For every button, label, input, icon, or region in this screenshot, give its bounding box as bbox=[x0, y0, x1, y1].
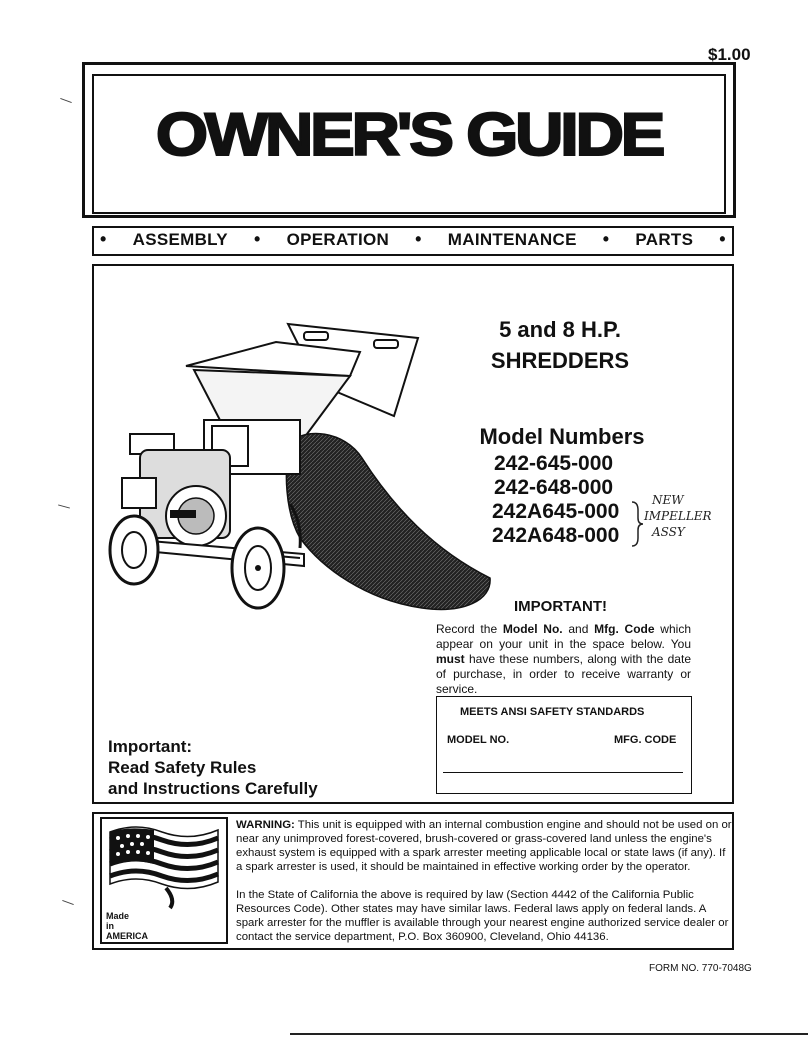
made-in-america-label bbox=[106, 911, 148, 941]
section-maintenance: MAINTENANCE bbox=[447, 229, 577, 249]
page-title: OWNER'S GUIDE bbox=[155, 101, 663, 168]
safety-line: Important: bbox=[108, 737, 193, 756]
american-flag-icon bbox=[106, 822, 222, 910]
scan-mark bbox=[58, 504, 70, 508]
california-paragraph: In the State of California the above is required by law (Section 4442 of the California Public Resources Code). Other states may have similar laws. Federal laws apply on federal lands. A spark arrester for the muffler is available through your nearest engine authorized service dealer or contact the service department, P.O. Box 360900, Cleveland, Ohio 44136. bbox=[236, 889, 729, 943]
section-list bbox=[100, 229, 726, 250]
product-type-title: SHREDDERS bbox=[490, 348, 630, 373]
bullet: • bbox=[719, 229, 726, 249]
model-numbers-heading: Model Numbers bbox=[479, 424, 645, 449]
note-line: IMPELLER bbox=[644, 509, 712, 523]
model-no-label: MODEL NO. bbox=[447, 734, 510, 746]
horsepower-title: 5 and 8 H.P. bbox=[499, 317, 621, 342]
safety-line: Read Safety Rules bbox=[108, 758, 257, 777]
mfg-code-label: MFG. CODE bbox=[614, 734, 677, 746]
important-heading: IMPORTANT! bbox=[514, 598, 608, 615]
note-line: NEW bbox=[652, 493, 684, 507]
bullet: • bbox=[602, 229, 610, 249]
section-operation: OPERATION bbox=[286, 229, 390, 249]
model-number: 242-645-000 bbox=[494, 452, 614, 475]
footer-rule bbox=[290, 1033, 808, 1035]
section-assembly: ASSEMBLY bbox=[132, 229, 228, 249]
form-write-line bbox=[443, 772, 683, 773]
model-number: 242-648-000 bbox=[494, 476, 614, 499]
bullet: • bbox=[253, 229, 261, 249]
note-line: ASSY bbox=[652, 525, 685, 539]
price-label: $1.00 bbox=[708, 45, 751, 64]
made-line: in bbox=[106, 921, 114, 931]
ansi-standards-label: MEETS ANSI SAFETY STANDARDS bbox=[460, 706, 645, 718]
shredder-illustration bbox=[104, 318, 496, 614]
important-text: Record the Model No. and Mfg. Code which appear on your unit in the space below. You must have these numbers, along with the date of purchase, in order to receive warranty or service. bbox=[436, 622, 691, 696]
model-number: 242A648-000 bbox=[492, 524, 620, 547]
safety-notice bbox=[108, 736, 318, 799]
form-number: FORM NO. 770-7048G bbox=[649, 963, 752, 974]
made-line: Made bbox=[106, 911, 130, 921]
bullet: • bbox=[100, 229, 107, 249]
warning-paragraph: WARNING: This unit is equipped with an internal combustion engine and should not be used on or near any unimproved forest-covered, brush-covered or grass-covered land unless the engine's exhaust system is equipped with a spark arrester meeting applicable local or state laws (if any). If a spark arrester is used, it should be maintained in effective working order by the operator. bbox=[236, 819, 732, 873]
model-number: 242A645-000 bbox=[492, 500, 620, 523]
bullet: • bbox=[415, 229, 422, 249]
section-parts: PARTS bbox=[635, 229, 694, 249]
made-line: AMERICA bbox=[106, 931, 148, 941]
safety-line: and Instructions Carefully bbox=[108, 779, 318, 798]
handwritten-note bbox=[640, 492, 712, 540]
scan-mark bbox=[62, 900, 74, 905]
